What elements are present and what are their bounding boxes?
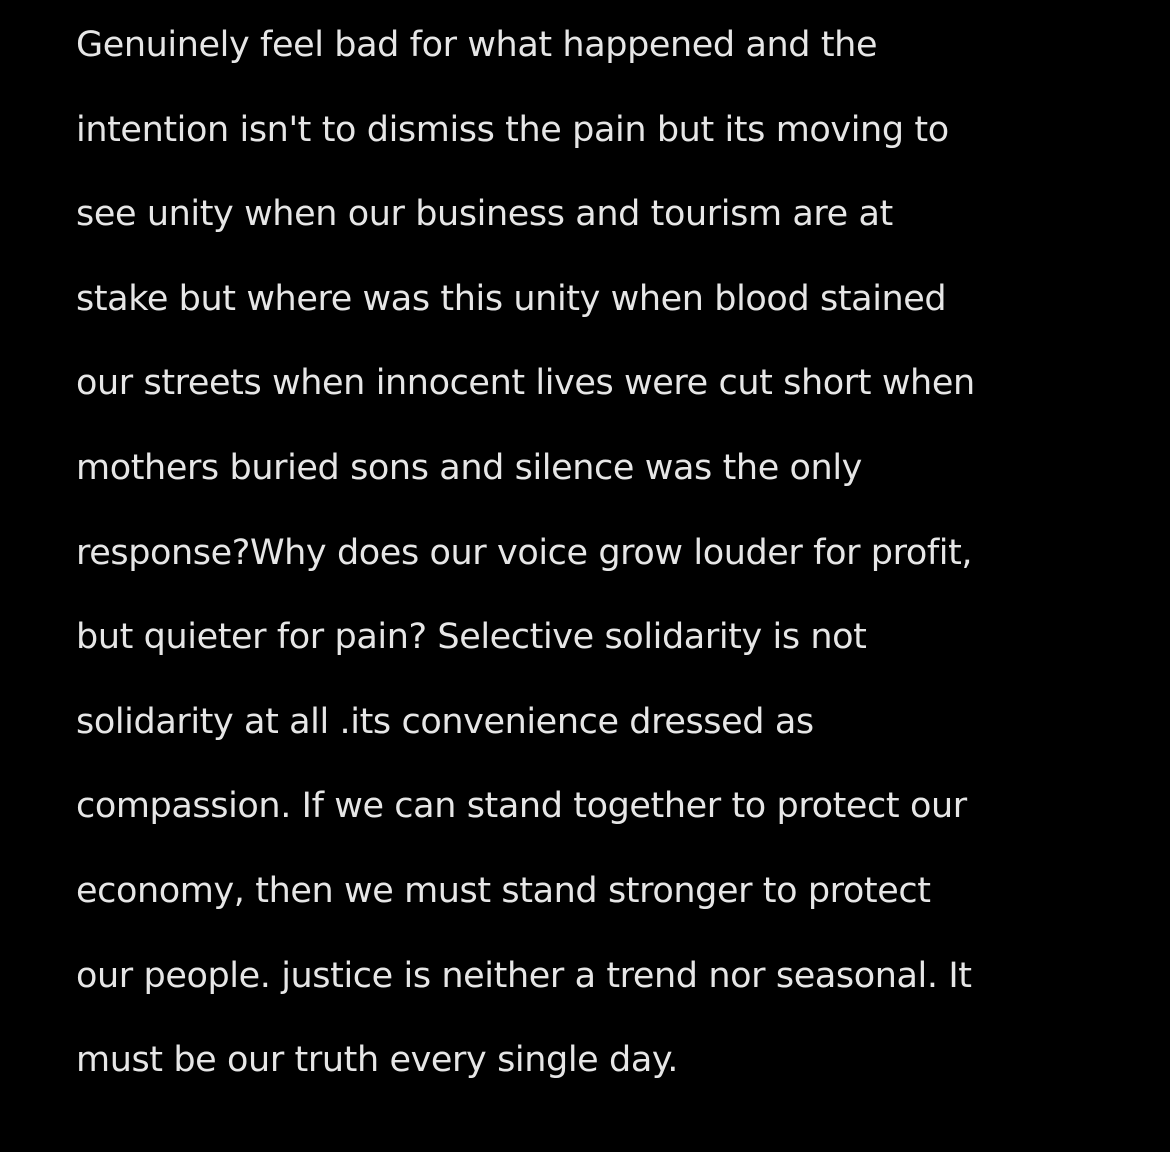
note-text-line: but quieter for pain? Selective solidarity is not xyxy=(76,617,867,658)
note-text-line: compassion. If we can stand together to protect our xyxy=(76,786,967,827)
note-text-line: see unity when our business and tourism are at xyxy=(76,194,893,235)
note-text-line: stake but where was this unity when blood stained xyxy=(76,278,947,319)
note-text-line: our streets when innocent lives were cut short when xyxy=(76,363,975,404)
note-text-line: intention isn't to dismiss the pain but its moving to xyxy=(76,109,949,150)
note-text-line: Genuinely feel bad for what happened and the xyxy=(76,25,878,65)
note-text-line: solidarity at all .its convenience dressed as xyxy=(76,701,814,742)
note-text-line: response?Why does our voice grow louder for profit, xyxy=(76,532,973,573)
note-text-line: economy, then we must stand stronger to protect xyxy=(76,870,931,911)
note-text-line: our people. justice is neither a trend nor seasonal. It xyxy=(76,955,972,996)
note-text-line: mothers buried sons and silence was the only xyxy=(76,447,862,488)
note-text-body[interactable] xyxy=(76,0,1146,1100)
note-text-line: must be our truth every single day. xyxy=(76,1040,678,1081)
